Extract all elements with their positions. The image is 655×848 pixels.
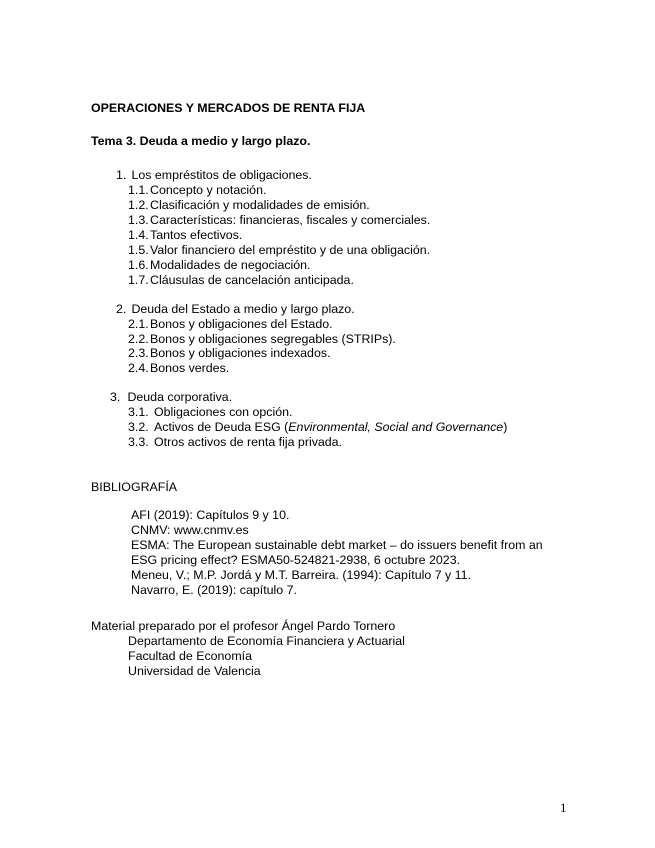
item-text-end: ) — [503, 420, 508, 434]
bibliography-entry: CNMV: www.cnmv.es — [131, 523, 249, 537]
item-number: 2.2. — [128, 332, 149, 346]
item-number: 3.1. — [128, 405, 149, 419]
item-number: 3.2. — [128, 420, 149, 434]
item-text: Otros activos de renta fija privada. — [154, 435, 343, 449]
section-number: 3. — [110, 390, 121, 404]
item-number: 1.7. — [128, 273, 149, 287]
list-item — [128, 273, 354, 288]
section-title: Los empréstitos de obligaciones. — [131, 168, 312, 182]
item-text: Concepto y notación. — [150, 183, 267, 197]
bibliography-entry: Navarro, E. (2019): capítulo 7. — [131, 583, 297, 597]
section-number: 1. — [116, 168, 127, 182]
bibliography-entry: ESMA: The European sustainable debt market – do issuers benefit from an — [131, 538, 543, 552]
list-item — [128, 228, 242, 243]
item-number: 1.6. — [128, 258, 149, 272]
list-item — [128, 361, 229, 376]
list-item — [128, 198, 370, 213]
page-number: 1 — [560, 800, 567, 815]
list-item — [128, 420, 507, 435]
credits-faculty: Facultad de Economía — [128, 649, 252, 663]
credits-department: Departamento de Economía Financiera y Actuarial — [128, 634, 405, 648]
credits-university: Universidad de Valencia — [128, 664, 261, 678]
item-number: 2.1. — [128, 317, 149, 331]
item-number: 1.2. — [128, 198, 149, 212]
list-item — [128, 405, 292, 420]
item-text: Bonos verdes. — [150, 361, 230, 375]
item-text: Obligaciones con opción. — [154, 405, 293, 419]
item-text: Bonos y obligaciones segregables (STRIPs). — [150, 332, 396, 346]
item-text: Bonos y obligaciones indexados. — [150, 346, 331, 360]
section-title: Deuda del Estado a medio y largo plazo. — [131, 302, 355, 316]
item-number: 3.3. — [128, 435, 149, 449]
item-number: 1.1. — [128, 183, 149, 197]
item-number: 1.5. — [128, 243, 149, 257]
bibliography-entry: AFI (2019): Capítulos 9 y 10. — [131, 508, 290, 522]
section-1-heading — [116, 168, 312, 183]
list-item — [128, 346, 330, 361]
item-number: 1.4. — [128, 228, 149, 242]
item-text: Activos de Deuda ESG ( — [154, 420, 289, 434]
item-text: Valor financiero del empréstito y de una obligación. — [150, 243, 431, 257]
item-text: Tantos efectivos. — [150, 228, 243, 242]
list-item — [128, 258, 311, 273]
list-item — [128, 183, 266, 198]
section-number: 2. — [116, 302, 127, 316]
list-item — [128, 435, 342, 450]
item-text: Cláusulas de cancelación anticipada. — [150, 273, 354, 287]
item-text: Clasificación y modalidades de emisión. — [150, 198, 370, 212]
bibliography-entry: ESG pricing effect? ESMA50-524821-2938, 6 octubre 2023. — [131, 553, 461, 567]
list-item — [128, 317, 333, 332]
topic-title: Tema 3. Deuda a medio y largo plazo. — [91, 134, 311, 148]
bibliography-entry: Meneu, V.; M.P. Jordá y M.T. Barreira. (1994): Capítulo 7 y 11. — [131, 568, 471, 582]
list-item — [128, 332, 396, 347]
item-number: 1.3. — [128, 213, 149, 227]
list-item — [128, 243, 430, 258]
credits-author: Material preparado por el profesor Ángel Pardo Tornero — [91, 619, 396, 633]
section-3-heading — [110, 390, 232, 405]
item-number: 2.4. — [128, 361, 149, 375]
item-text: Bonos y obligaciones del Estado. — [150, 317, 333, 331]
section-title: Deuda corporativa. — [127, 390, 233, 404]
item-text-italic: Environmental, Social and Governance — [288, 420, 504, 434]
item-number: 2.3. — [128, 346, 149, 360]
section-2-heading — [116, 302, 355, 317]
item-text: Características: financieras, fiscales y comerciales. — [150, 213, 431, 227]
list-item — [128, 213, 430, 228]
item-text: Modalidades de negociación. — [150, 258, 311, 272]
course-title: OPERACIONES Y MERCADOS DE RENTA FIJA — [91, 101, 366, 115]
bibliography-heading: BIBLIOGRAFÍA — [91, 480, 178, 494]
